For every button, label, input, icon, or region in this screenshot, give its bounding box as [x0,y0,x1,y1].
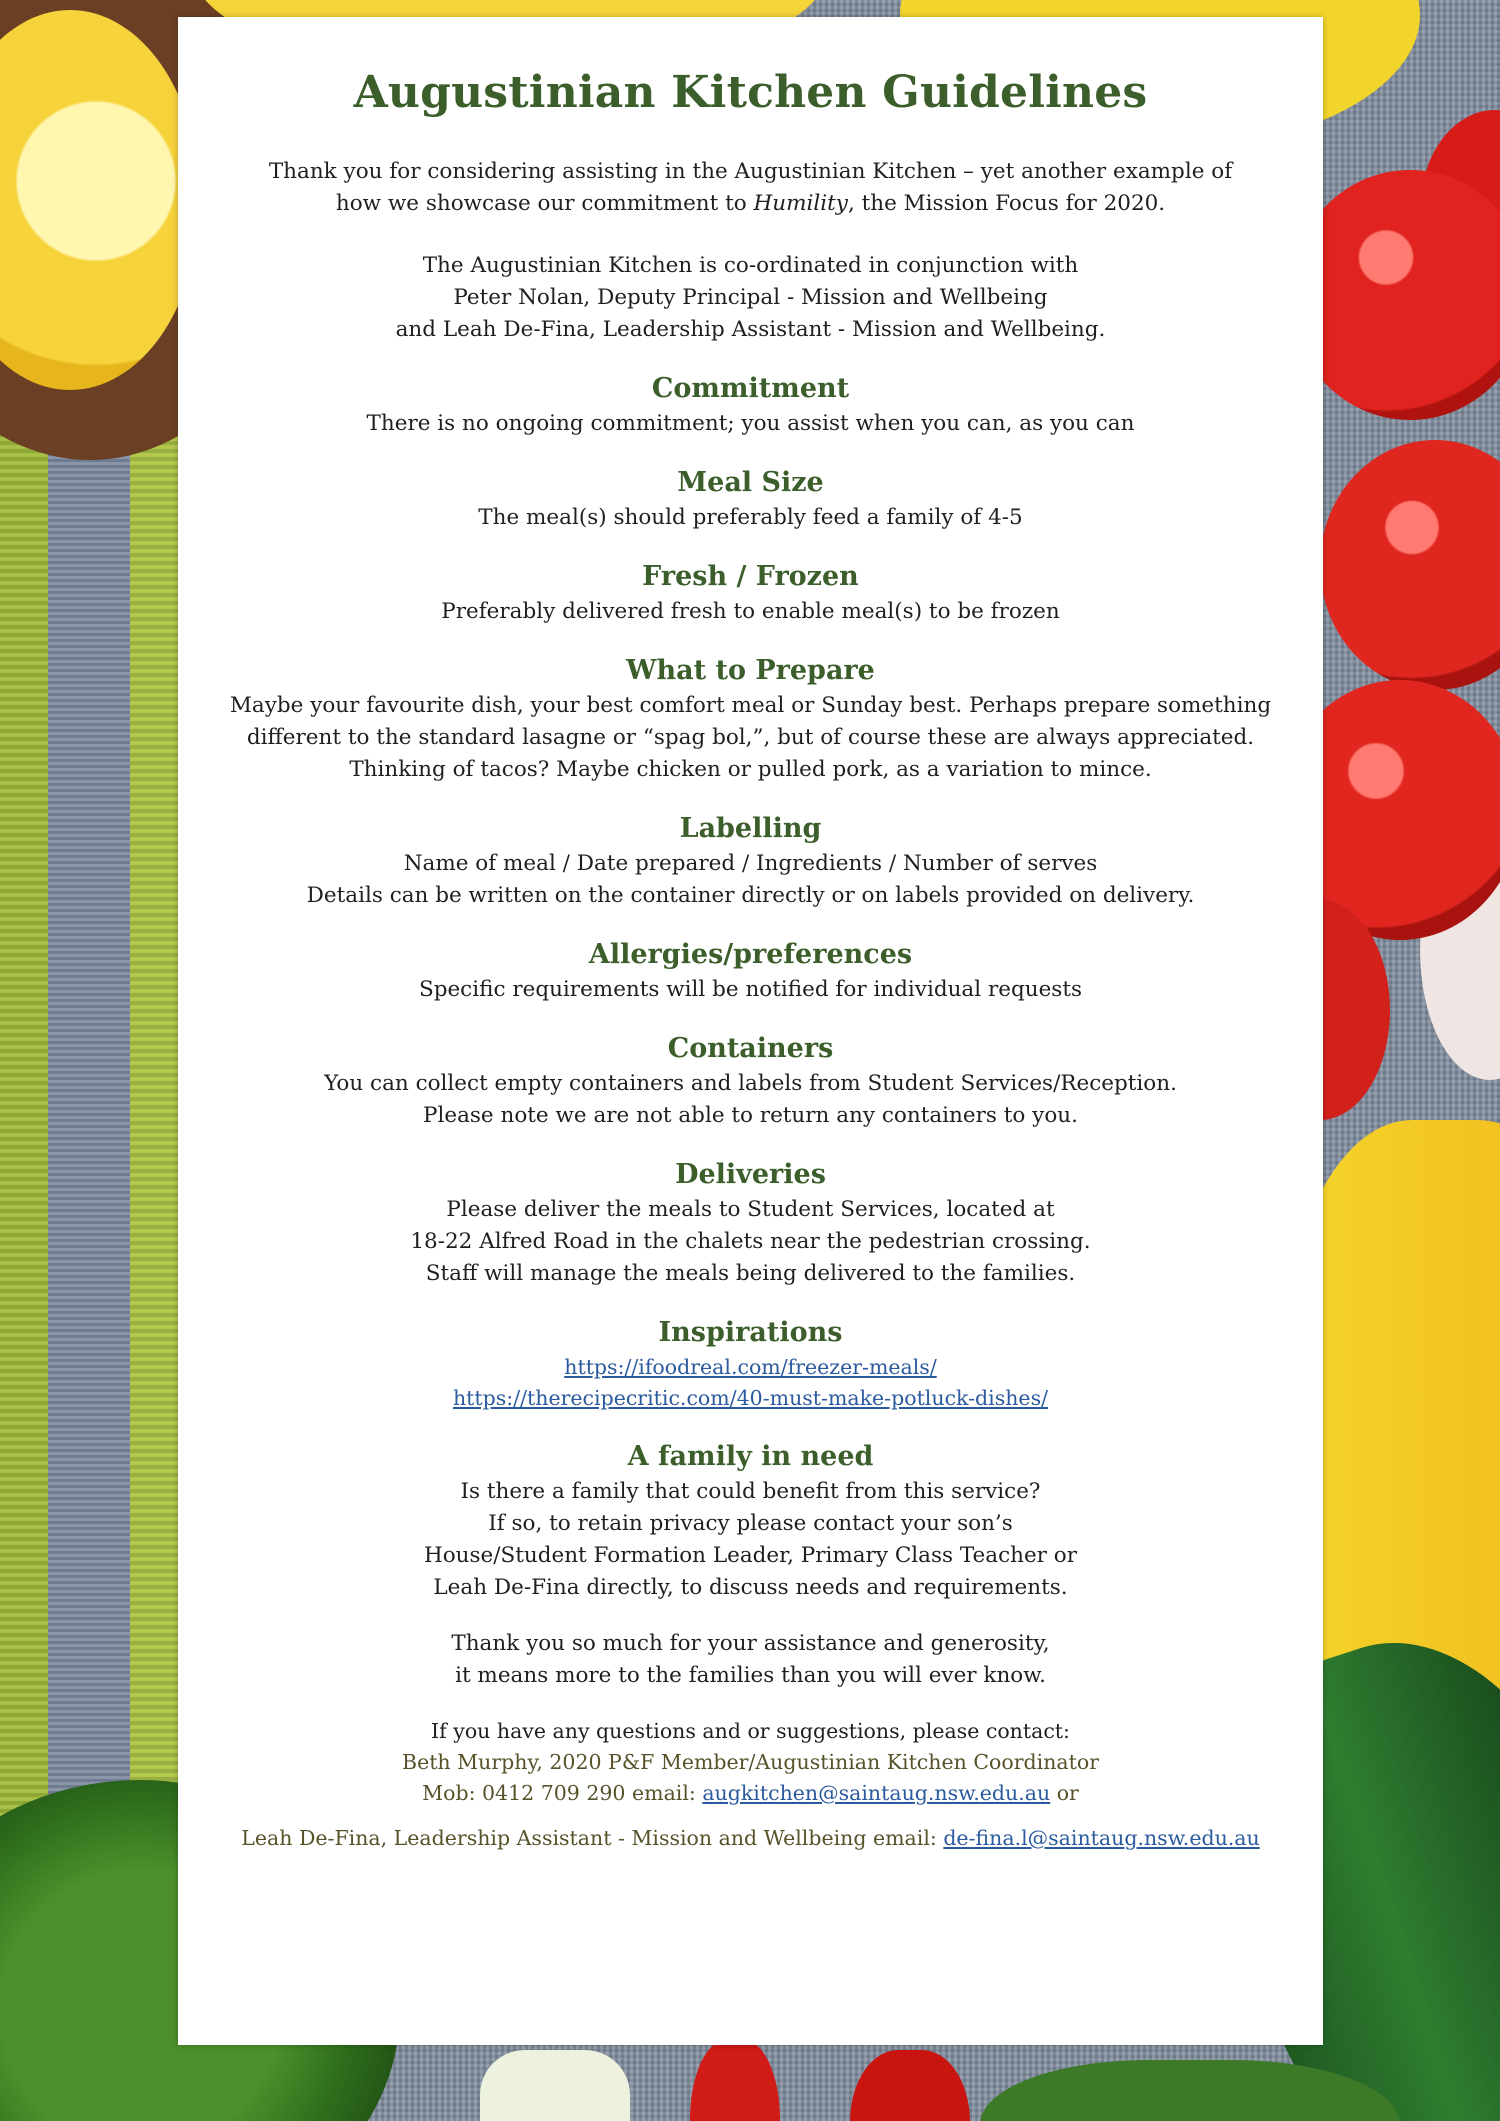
page-title: Augustinian Kitchen Guidelines [353,67,1148,118]
thanks-line: it means more to the families than you will ever know. [455,1663,1046,1688]
guidelines-card [178,17,1323,2045]
section-text: You can collect empty containers and labels from Student Services/Reception. [324,1071,1177,1096]
section-text: Leah De-Fina directly, to discuss needs and requirements. [433,1575,1068,1600]
coordination-paragraph [178,250,1323,346]
section-heading: What to Prepare [626,655,875,686]
intro-text: , the Mission Focus for 2020. [847,191,1166,216]
mission-focus-word: Humility [753,191,848,216]
coordination-line: Peter Nolan, Deputy Principal - Mission and Wellbeing [453,285,1048,310]
section-text: There is no ongoing commitment; you assist when you can, as you can [366,411,1135,436]
section-heading: Labelling [679,813,822,844]
contact-mobile-text: Mob: 0412 709 290 email: [422,1781,703,1805]
inspiration-link[interactable]: https://therecipecritic.com/40-must-make-potluck-dishes/ [452,1386,1048,1410]
section-text: Please deliver the meals to Student Services, located at [446,1197,1055,1222]
contact-mobile [178,1778,1323,1809]
inspiration-link[interactable]: https://ifoodreal.com/freezer-meals/ [564,1355,937,1379]
section-fresh-frozen [178,558,1323,628]
section-text: If so, to retain privacy please contact your son’s [488,1511,1013,1536]
contact-leah [178,1823,1323,1854]
section-what-to-prepare [178,652,1323,786]
section-text: Maybe your favourite dish, your best comfort meal or Sunday best. Perhaps prepare something [229,693,1272,718]
intro-line: Thank you for considering assisting in the Augustinian Kitchen – yet another example of [268,159,1233,184]
contact-or: or [1050,1781,1079,1805]
email-link[interactable]: augkitchen@saintaug.nsw.edu.au [702,1781,1051,1805]
email-link[interactable]: de-fina.l@saintaug.nsw.edu.au [943,1826,1260,1850]
section-text: Thinking of tacos? Maybe chicken or pulled pork, as a variation to mince. [349,757,1152,782]
section-heading: Inspirations [658,1317,843,1348]
section-heading: Containers [667,1033,834,1064]
section-text: 18-22 Alfred Road in the chalets near the pedestrian crossing. [410,1229,1091,1254]
thanks-paragraph [178,1628,1323,1692]
intro-paragraph [178,156,1323,220]
section-family-in-need [178,1438,1323,1604]
section-text: Name of meal / Date prepared / Ingredients / Number of serves [403,851,1098,876]
thanks-line: Thank you so much for your assistance and generosity, [451,1631,1050,1656]
section-inspirations [178,1314,1323,1414]
section-text: Is there a family that could benefit from this service? [460,1479,1041,1504]
intro-line [178,188,1323,220]
coordination-line: and Leah De-Fina, Leadership Assistant - Mission and Wellbeing. [395,317,1106,342]
section-text: Preferably delivered fresh to enable meal(s) to be frozen [441,599,1060,624]
section-text: Staff will manage the meals being delivered to the families. [425,1261,1076,1286]
section-heading: Deliveries [675,1159,826,1190]
section-text: different to the standard lasagne or “spag bol,”, but of course these are always appreciated. [246,725,1255,750]
section-text: Details can be written on the container directly or on labels provided on delivery. [306,883,1195,908]
section-heading: Commitment [651,373,850,404]
section-deliveries [178,1156,1323,1290]
section-heading: Allergies/preferences [588,939,913,970]
section-labelling [178,810,1323,912]
section-text: The meal(s) should preferably feed a family of 4-5 [478,505,1023,530]
section-text: Specific requirements will be notified for individual requests [418,977,1083,1002]
contact-intro: If you have any questions and or suggestions, please contact: [431,1719,1070,1743]
section-containers [178,1030,1323,1132]
contact-leah-text: Leah De-Fina, Leadership Assistant - Mission and Wellbeing email: [241,1826,944,1850]
intro-text: how we showcase our commitment to [335,191,754,216]
section-heading: A family in need [627,1441,874,1472]
section-commitment [178,370,1323,440]
section-heading: Meal Size [677,467,824,498]
contact-block [178,1716,1323,1854]
contact-beth: Beth Murphy, 2020 P&F Member/Augustinian Kitchen Coordinator [402,1750,1099,1774]
section-heading: Fresh / Frozen [642,561,859,592]
section-text: House/Student Formation Leader, Primary Class Teacher or [423,1543,1078,1568]
section-meal-size [178,464,1323,534]
section-allergies [178,936,1323,1006]
coordination-line: The Augustinian Kitchen is co-ordinated in conjunction with [422,253,1079,278]
spring-onion [480,2050,630,2121]
section-text: Please note we are not able to return any containers to you. [423,1103,1078,1128]
